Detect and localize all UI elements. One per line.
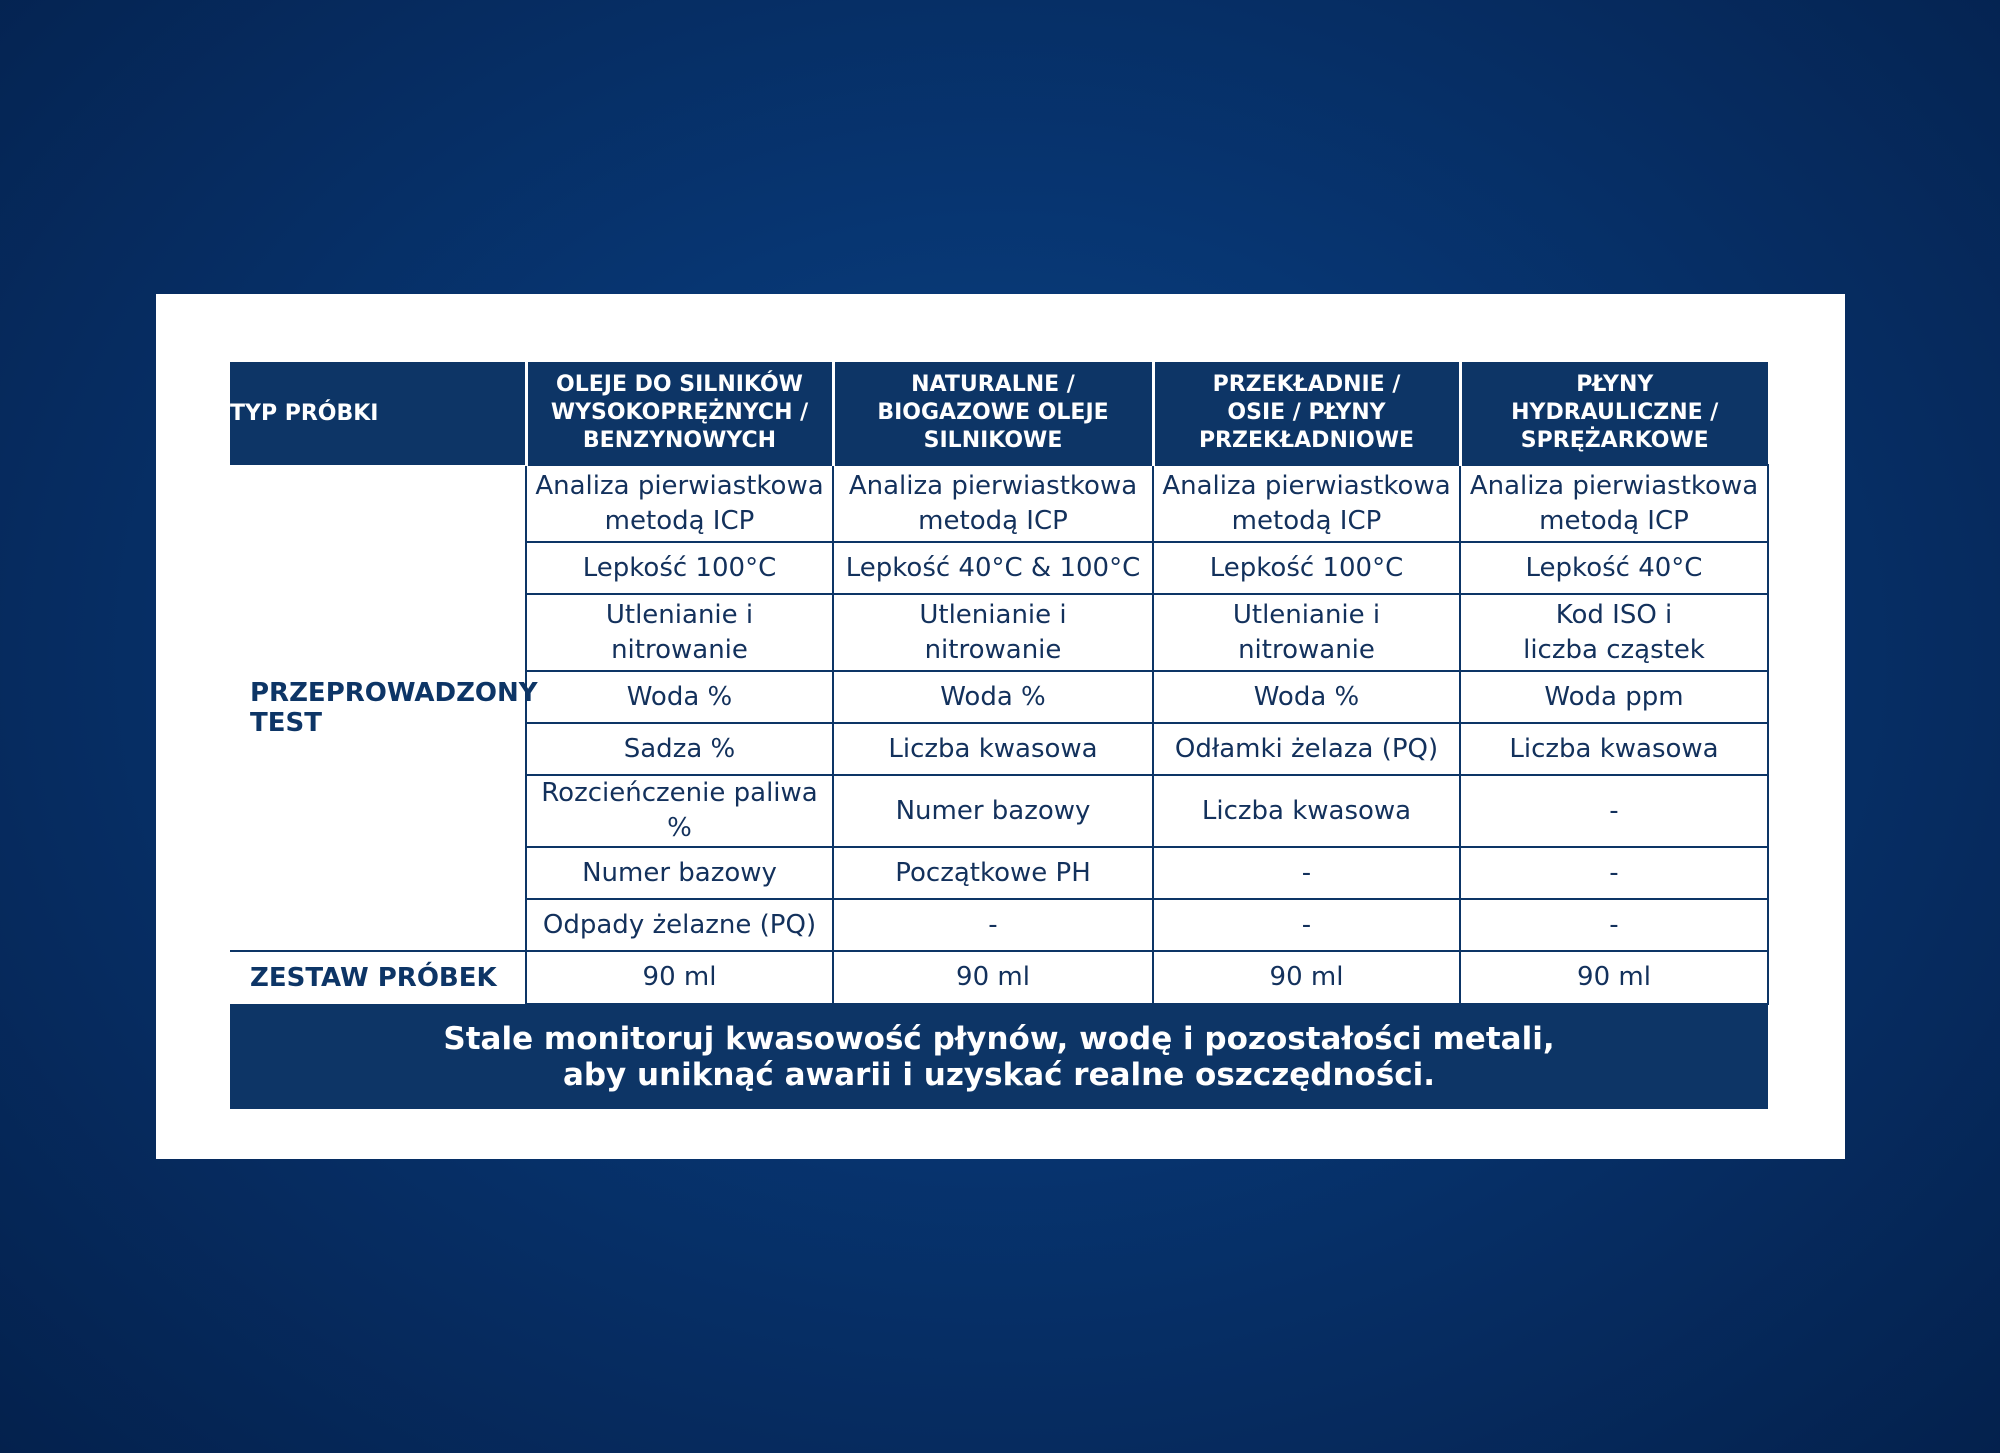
test-cell: Początkowe PH <box>833 847 1153 899</box>
test-cell: Utlenianie i nitrowanie <box>1153 594 1460 671</box>
footer-banner-row <box>230 1004 1768 1109</box>
test-cell: Woda % <box>1153 671 1460 723</box>
test-performed-label: PRZEPROWADZONY TEST <box>230 465 526 951</box>
test-cell: Analiza pierwiastkowa metodą ICP <box>526 465 833 542</box>
footer-message: Stale monitoruj kwasowość płynów, wodę i pozostałości metali, aby uniknąć awarii i uzyskać realne oszczędności. <box>230 1004 1768 1109</box>
sample-kit-volume: 90 ml <box>1460 951 1768 1004</box>
test-cell: Odpady żelazne (PQ) <box>526 899 833 951</box>
test-cell: - <box>1460 899 1768 951</box>
test-cell: Rozcieńczenie paliwa % <box>526 775 833 847</box>
test-cell: Utlenianie i nitrowanie <box>833 594 1153 671</box>
test-cell: Woda % <box>833 671 1153 723</box>
table-header-row <box>230 362 1768 465</box>
header-natural-biogas: NATURALNE / BIOGAZOWE OLEJE SILNIKOWE <box>833 362 1153 465</box>
sample-type-table <box>230 362 1769 1109</box>
sample-kit-volume: 90 ml <box>833 951 1153 1004</box>
test-cell: - <box>1460 847 1768 899</box>
test-cell: Lepkość 100°C <box>1153 542 1460 594</box>
test-cell: Utlenianie i nitrowanie <box>526 594 833 671</box>
test-cell: Lepkość 40°C & 100°C <box>833 542 1153 594</box>
test-cell: Liczba kwasowa <box>1460 723 1768 775</box>
header-hydraulic-compressor: PŁYNY HYDRAULICZNE / SPRĘŻARKOWE <box>1460 362 1768 465</box>
test-cell: Woda ppm <box>1460 671 1768 723</box>
test-row <box>230 465 1768 542</box>
sample-kit-volume: 90 ml <box>1153 951 1460 1004</box>
test-cell: Analiza pierwiastkowa metodą ICP <box>1460 465 1768 542</box>
sample-kit-volume: 90 ml <box>526 951 833 1004</box>
header-sample-type: TYP PRÓBKI <box>230 362 526 465</box>
test-cell: Lepkość 100°C <box>526 542 833 594</box>
test-cell: - <box>1153 899 1460 951</box>
test-cell: Analiza pierwiastkowa metodą ICP <box>1153 465 1460 542</box>
test-cell: Woda % <box>526 671 833 723</box>
test-cell: Lepkość 40°C <box>1460 542 1768 594</box>
info-card <box>156 294 1845 1159</box>
header-gears-axles: PRZEKŁADNIE / OSIE / PŁYNY PRZEKŁADNIOWE <box>1153 362 1460 465</box>
test-cell: Liczba kwasowa <box>833 723 1153 775</box>
sample-kit-row <box>230 951 1768 1004</box>
test-cell: Numer bazowy <box>833 775 1153 847</box>
sample-kit-label: ZESTAW PRÓBEK <box>230 951 526 1004</box>
test-cell: Sadza % <box>526 723 833 775</box>
test-cell: Kod ISO i liczba cząstek <box>1460 594 1768 671</box>
test-cell: - <box>1153 847 1460 899</box>
header-diesel-gasoline: OLEJE DO SILNIKÓW WYSOKOPRĘŻNYCH / BENZYNOWYCH <box>526 362 833 465</box>
test-cell: Odłamki żelaza (PQ) <box>1153 723 1460 775</box>
test-cell: Numer bazowy <box>526 847 833 899</box>
test-cell: Analiza pierwiastkowa metodą ICP <box>833 465 1153 542</box>
test-cell: - <box>833 899 1153 951</box>
test-cell: Liczba kwasowa <box>1153 775 1460 847</box>
test-cell: - <box>1460 775 1768 847</box>
